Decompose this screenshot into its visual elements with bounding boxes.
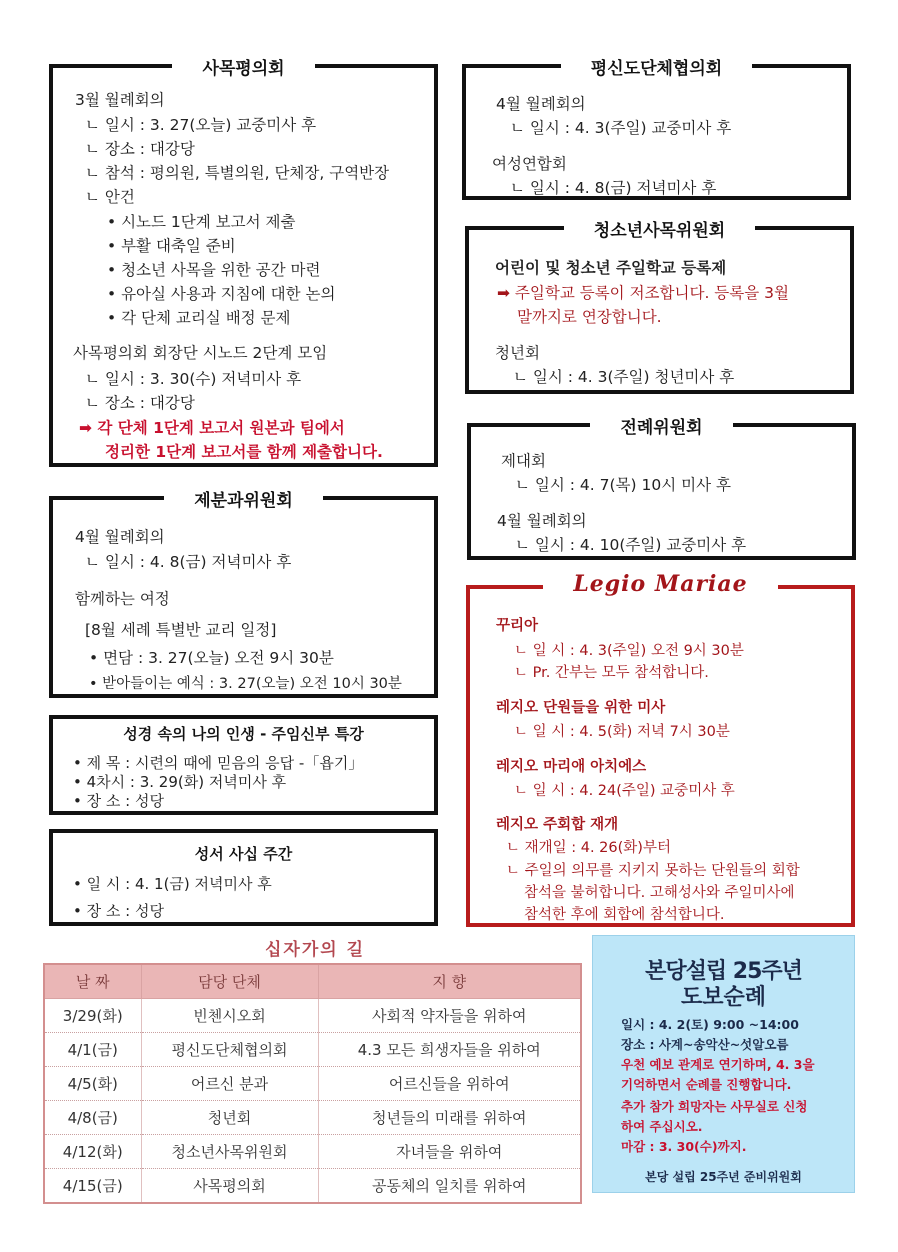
youth-group-time: ㄴ 일시 : 4. 3(주일) 청년미사 후	[513, 368, 735, 386]
laity-meeting-time: ㄴ 일시 : 4. 3(주일) 교중미사 후	[510, 119, 732, 137]
anniversary-committee: 본당 설립 25주년 준비위원회	[645, 1170, 802, 1184]
catechism-meeting-time: ㄴ 일시 : 4. 8(금) 저녁미사 후	[85, 553, 292, 571]
stations-date: 4/8(금)	[44, 1101, 141, 1135]
legio-resume-title: 레지오 주회합 재개	[496, 817, 619, 833]
stations-date: 4/5(화)	[44, 1067, 141, 1101]
legio-mass-time: ㄴ 일 시 : 4. 5(화) 저녁 7시 30분	[514, 724, 730, 740]
anniversary-date: 일시 : 4. 2(토) 9:00 ~14:00	[621, 1017, 799, 1032]
table-row	[44, 1135, 581, 1169]
legio-resume-note1: ㄴ 주일의 의무를 지키지 못하는 단원들의 회합	[506, 863, 800, 879]
council-meeting-place: ㄴ 장소 : 대강당	[85, 140, 195, 158]
table-row	[44, 1067, 581, 1101]
council-agenda-item: • 청소년 사목을 위한 공간 마련	[107, 261, 321, 279]
stations-intention: 사회적 약자들을 위하여	[318, 999, 581, 1033]
lecture-box	[49, 715, 438, 815]
bible-week-title: 성서 사십 주간	[194, 845, 293, 863]
catechism-schedule-title: [8월 세례 특별반 교리 일정]	[85, 621, 277, 639]
council-notice-line2: 정리한 1단계 보고서를 함께 제출합니다.	[105, 443, 383, 461]
council-synod-time: ㄴ 일시 : 3. 30(수) 저녁미사 후	[85, 370, 302, 388]
council-title: 사목평의회	[172, 59, 314, 79]
council-synod-place: ㄴ 장소 : 대강당	[85, 394, 195, 412]
catechism-interview: • 면담 : 3. 27(오늘) 오전 9시 30분	[89, 649, 334, 667]
youth-registration-line2: 말까지로 연장합니다.	[517, 308, 662, 326]
council-notice-line1: ➡ 각 단체 1단계 보고서 원본과 팀에서	[79, 419, 345, 437]
stations-table	[43, 963, 582, 1204]
council-agenda-item: • 각 단체 교리실 배정 문제	[107, 309, 291, 327]
stations-header-intention: 지 향	[318, 964, 581, 999]
stations-intention: 자녀들을 위하여	[318, 1135, 581, 1169]
legio-acies-title: 레지오 마리애 아치에스	[496, 759, 647, 775]
stations-date: 4/1(금)	[44, 1033, 141, 1067]
council-agenda-label: ㄴ 안건	[85, 188, 135, 206]
legio-resume-note2: 참석을 불허합니다. 고해성사와 주일미사에	[524, 885, 795, 901]
catechism-welcome: • 받아들이는 예식 : 3. 27(오늘) 오전 10시 30분	[89, 676, 402, 692]
council-meeting-time: ㄴ 일시 : 3. 27(오늘) 교중미사 후	[85, 116, 317, 134]
anniversary-note4: 하여 주십시오.	[621, 1119, 703, 1134]
laity-women-time: ㄴ 일시 : 4. 8(금) 저녁미사 후	[510, 179, 717, 197]
anniversary-note2: 기억하면서 순례를 진행합니다.	[621, 1077, 792, 1092]
liturgy-altar-time: ㄴ 일시 : 4. 7(목) 10시 미사 후	[515, 476, 731, 494]
laity-box	[462, 59, 851, 200]
legio-resume-date: ㄴ 재개일 : 4. 26(화)부터	[506, 840, 671, 856]
stations-group: 평신도단체협의회	[141, 1033, 318, 1067]
youth-group-title: 청년회	[495, 344, 540, 362]
liturgy-altar-title: 제대회	[501, 452, 546, 470]
laity-women-title: 여성연합회	[492, 155, 567, 173]
bible-week-date: • 일 시 : 4. 1(금) 저녁미사 후	[73, 875, 272, 893]
stations-group: 어르신 분과	[141, 1067, 318, 1101]
council-agenda-item: • 부활 대축일 준비	[107, 237, 236, 255]
catechism-journey-title: 함께하는 여정	[75, 590, 170, 608]
council-agenda-item: • 시노드 1단계 보고서 제출	[107, 213, 296, 231]
anniversary-title-line2: 도보순례	[680, 985, 766, 1010]
youth-registration-line1: ➡ 주일학교 등록이 저조합니다. 등록을 3월	[497, 284, 789, 302]
stations-header-date: 날 짜	[44, 964, 141, 999]
liturgy-meeting-time: ㄴ 일시 : 4. 10(주일) 교중미사 후	[515, 536, 747, 554]
stations-group: 사목평의회	[141, 1169, 318, 1204]
legio-box	[466, 571, 855, 927]
youth-registration-title: 어린이 및 청소년 주일학교 등록제	[495, 259, 727, 277]
council-box	[49, 59, 438, 467]
stations-date: 4/15(금)	[44, 1169, 141, 1204]
anniversary-box	[592, 935, 855, 1193]
council-synod-title: 사목평의회 회장단 시노드 2단계 모임	[73, 344, 328, 362]
catechism-meeting-title: 4월 월례회의	[75, 528, 165, 546]
catechism-box	[49, 491, 438, 698]
stations-group: 청년회	[141, 1101, 318, 1135]
stations-header-row	[44, 964, 581, 999]
legio-acies-time: ㄴ 일 시 : 4. 24(주일) 교중미사 후	[514, 783, 735, 799]
council-meeting-title: 3월 월례회의	[75, 91, 165, 109]
bible-week-box	[49, 829, 438, 926]
legio-curia-title: 꾸리아	[496, 618, 539, 634]
legio-resume-note3: 참석한 후에 회합에 참석합니다.	[524, 907, 725, 923]
stations-header-group: 담당 단체	[141, 964, 318, 999]
anniversary-note3: 추가 참가 희망자는 사무실로 신청	[621, 1099, 808, 1114]
stations-title: 십자가의 길	[264, 940, 366, 960]
youth-box	[465, 221, 854, 394]
legio-title: Legio Mariae	[543, 571, 777, 597]
stations-date: 4/12(화)	[44, 1135, 141, 1169]
stations-intention: 어르신들을 위하여	[318, 1067, 581, 1101]
laity-meeting-title: 4월 월례회의	[496, 95, 586, 113]
liturgy-box	[467, 418, 856, 560]
council-agenda-item: • 유아실 사용과 지침에 대한 논의	[107, 285, 336, 303]
anniversary-deadline: 마감 : 3. 30(수)까지.	[621, 1139, 747, 1154]
anniversary-note1: 우천 예보 관계로 연기하며, 4. 3을	[621, 1057, 815, 1072]
laity-title: 평신도단체협의회	[561, 59, 752, 79]
liturgy-title: 전례위원회	[590, 418, 732, 438]
stations-date: 3/29(화)	[44, 999, 141, 1033]
lecture-session: • 4차시 : 3. 29(화) 저녁미사 후	[73, 773, 287, 791]
stations-group: 청소년사목위원회	[141, 1135, 318, 1169]
table-row	[44, 1033, 581, 1067]
liturgy-meeting-title: 4월 월례회의	[497, 512, 587, 530]
anniversary-route: 장소 : 사계~송악산~섯알오름	[621, 1037, 789, 1052]
legio-curia-time: ㄴ 일 시 : 4. 3(주일) 오전 9시 30분	[514, 643, 744, 659]
anniversary-title-line1: 본당설립 25주년	[645, 959, 802, 984]
bible-week-place: • 장 소 : 성당	[73, 902, 164, 920]
stations-group: 빈첸시오회	[141, 999, 318, 1033]
youth-title: 청소년사목위원회	[564, 221, 755, 241]
lecture-title: 성경 속의 나의 인생 - 주임신부 특강	[123, 725, 364, 743]
lecture-place: • 장 소 : 성당	[73, 792, 164, 810]
table-row	[44, 1101, 581, 1135]
council-meeting-attendees: ㄴ 참석 : 평의원, 특별의원, 단체장, 구역반장	[85, 164, 390, 182]
legio-mass-title: 레지오 단원들을 위한 미사	[496, 700, 666, 716]
stations-intention: 공동체의 일치를 위하여	[318, 1169, 581, 1204]
legio-curia-note: ㄴ Pr. 간부는 모두 참석합니다.	[514, 665, 709, 681]
stations-intention: 청년들의 미래를 위하여	[318, 1101, 581, 1135]
catechism-title: 제분과위원회	[164, 491, 323, 511]
stations-intention: 4.3 모든 희생자들을 위하여	[318, 1033, 581, 1067]
lecture-subject: • 제 목 : 시련의 때에 믿음의 응답 -「욥기」	[73, 754, 364, 772]
table-row	[44, 1169, 581, 1204]
table-row	[44, 999, 581, 1033]
